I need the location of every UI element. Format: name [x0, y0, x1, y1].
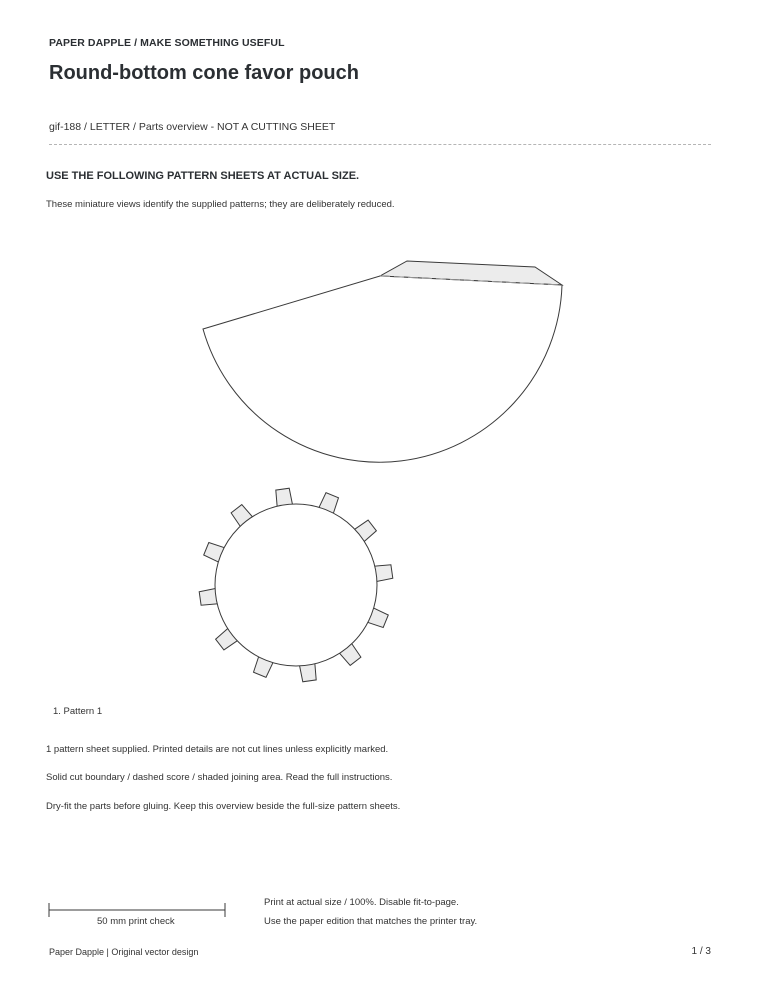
pattern-caption: 1. Pattern 1 — [53, 706, 103, 717]
document-meta: gif-188 / LETTER / Parts overview - NOT A CUTTING SHEET — [49, 121, 336, 133]
note-line: Dry-fit the parts before gluing. Keep this overview beside the full-size pattern sheets. — [46, 801, 401, 812]
base-pattern — [199, 488, 393, 682]
intro-text: These miniature views identify the supplied patterns; they are deliberately reduced. — [46, 199, 395, 210]
scale-bar — [49, 903, 225, 917]
section-heading: USE THE FOLLOWING PATTERN SHEETS AT ACTUAL SIZE. — [46, 170, 360, 182]
page-number: 1 / 3 — [691, 946, 711, 957]
footer-credit: Paper Dapple | Original vector design — [49, 947, 199, 957]
cone-pattern — [203, 261, 562, 462]
note-line: Solid cut boundary / dashed score / shaded joining area. Read the full instructions. — [46, 772, 393, 783]
brand-line: PAPER DAPPLE / MAKE SOMETHING USEFUL — [49, 37, 285, 49]
cone-body — [203, 276, 562, 462]
print-instruction: Use the paper edition that matches the printer tray. — [264, 916, 478, 927]
scale-label: 50 mm print check — [97, 916, 175, 927]
note-line: 1 pattern sheet supplied. Printed details are not cut lines unless explicitly marked. — [46, 744, 389, 755]
page-title: Round-bottom cone favor pouch — [49, 62, 359, 84]
print-instruction: Print at actual size / 100%. Disable fit-to-page. — [264, 897, 459, 908]
base-circle — [215, 504, 377, 666]
